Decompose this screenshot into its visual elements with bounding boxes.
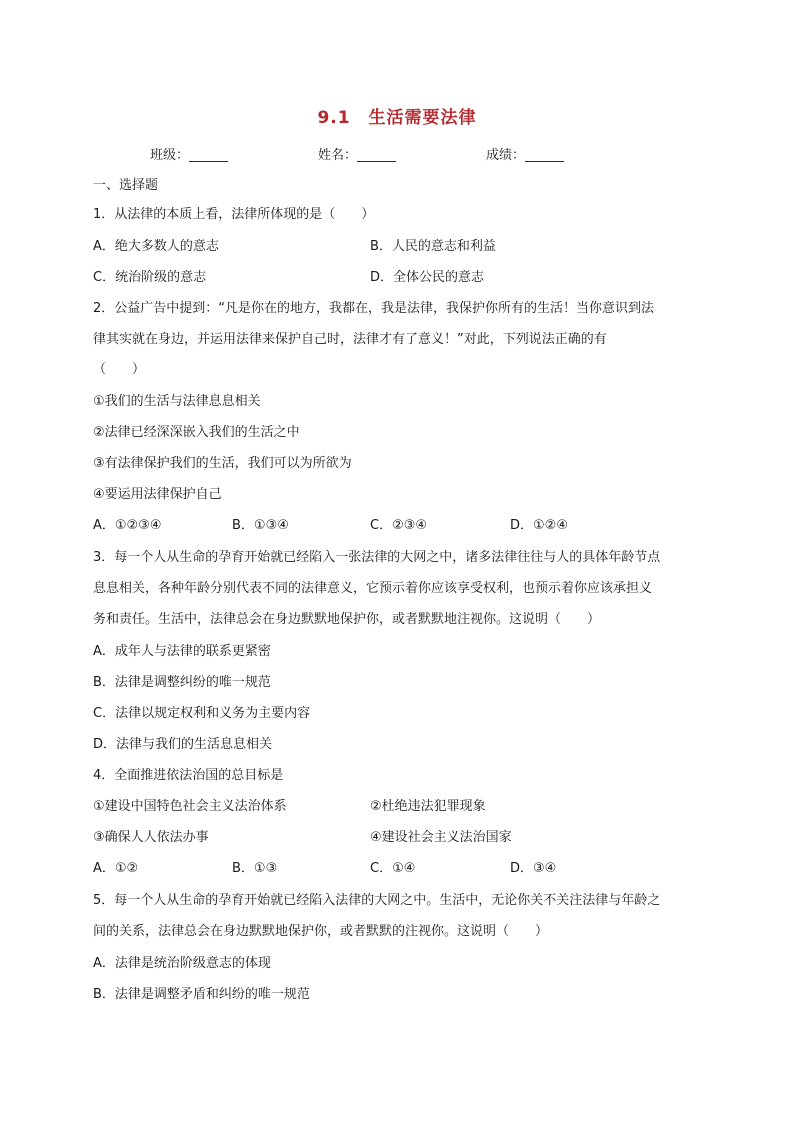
score-blank: ______ bbox=[525, 148, 565, 163]
q3-stem-line-2: 息息相关，各种年龄分别代表不同的法律意义，它预示着你应该享受权利，也预示着你应该承担义 bbox=[93, 581, 653, 596]
q5-option-a: A．法律是统治阶级意志的体现 bbox=[93, 956, 271, 971]
q5-option-b: B．法律是调整矛盾和纠纷的唯一规范 bbox=[93, 987, 310, 1002]
q4-option-d: D．③④ bbox=[510, 861, 557, 876]
q4-option-b: B．①③ bbox=[232, 861, 278, 876]
q2-stem-line-1: 2．公益广告中提到：“凡是你在的地方，我都在，我是法律，我保护你所有的生活！当你意识到法 bbox=[93, 301, 655, 316]
class-blank: ______ bbox=[189, 148, 229, 163]
q4-option-a: A．①② bbox=[93, 861, 139, 876]
q2-stem-line-3: （ ） bbox=[93, 362, 146, 377]
score-field bbox=[486, 144, 564, 163]
q4-statement-1: ①建设中国特色社会主义法治体系 bbox=[93, 799, 287, 814]
q1-option-c: C．统治阶级的意志 bbox=[93, 270, 207, 285]
q3-option-a: A．成年人与法律的联系更紧密 bbox=[93, 644, 271, 659]
q2-option-d: D．①②④ bbox=[510, 518, 568, 533]
q4-statement-4: ④建设社会主义法治国家 bbox=[370, 830, 512, 845]
q2-option-c: C．②③④ bbox=[370, 518, 428, 533]
name-blank: ______ bbox=[357, 148, 397, 163]
q1-option-b: B．人民的意志和利益 bbox=[370, 239, 496, 254]
q4-option-c: C．①④ bbox=[370, 861, 416, 876]
q5-stem-line-1: 5．每一个人从生命的孕育开始就已经陷入法律的大网之中。生活中，无论你关不关注法律与年龄之 bbox=[93, 893, 661, 908]
q3-stem-line-1: 3．每一个人从生命的孕育开始就已经陷入一张法律的大网之中，诸多法律往往与人的具体年龄节点 bbox=[93, 550, 661, 565]
q4-stem: 4．全面推进依法治国的总目标是 bbox=[93, 768, 284, 783]
name-field bbox=[318, 144, 396, 163]
q4-statement-3: ③确保人人依法办事 bbox=[93, 830, 209, 845]
q2-statement-2: ②法律已经深深嵌入我们的生活之中 bbox=[93, 425, 300, 440]
q3-option-c: C．法律以规定权利和义务为主要内容 bbox=[93, 706, 311, 721]
section-heading: 一、选择题 bbox=[93, 178, 159, 193]
q2-statement-1: ①我们的生活与法律息息相关 bbox=[93, 394, 261, 409]
q2-option-b: B．①③④ bbox=[232, 518, 289, 533]
q1-stem: 1．从法律的本质上看，法律所体现的是（ ） bbox=[93, 207, 375, 222]
q1-option-d: D．全体公民的意志 bbox=[370, 270, 485, 285]
q4-statement-2: ②杜绝违法犯罪现象 bbox=[370, 799, 486, 814]
score-label: 成绩： bbox=[486, 148, 526, 163]
class-label: 班级： bbox=[150, 148, 190, 163]
class-field bbox=[150, 144, 228, 163]
q2-statement-4: ④要运用法律保护自己 bbox=[93, 487, 222, 502]
q5-stem-line-2: 间的关系，法律总会在身边默默地保护你，或者默默的注视你。这说明（ ） bbox=[93, 924, 549, 939]
q2-stem-line-2: 律其实就在身边，并运用法律来保护自己时，法律才有了意义！”对此，下列说法正确的有 bbox=[93, 332, 607, 347]
q1-option-a: A．绝大多数人的意志 bbox=[93, 239, 219, 254]
page-title: 9.1 生活需要法律 bbox=[317, 108, 477, 128]
q2-option-a: A．①②③④ bbox=[93, 518, 162, 533]
student-info-row bbox=[0, 144, 794, 164]
q3-option-d: D．法律与我们的生活息息相关 bbox=[93, 737, 273, 752]
q3-option-b: B．法律是调整纠纷的唯一规范 bbox=[93, 675, 271, 690]
q2-statement-3: ③有法律保护我们的生活，我们可以为所欲为 bbox=[93, 456, 352, 471]
q3-stem-line-3: 务和责任。生活中，法律总会在身边默默地保护你，或者默默地注视你。这说明（ ） bbox=[93, 612, 601, 627]
name-label: 姓名： bbox=[318, 148, 358, 163]
